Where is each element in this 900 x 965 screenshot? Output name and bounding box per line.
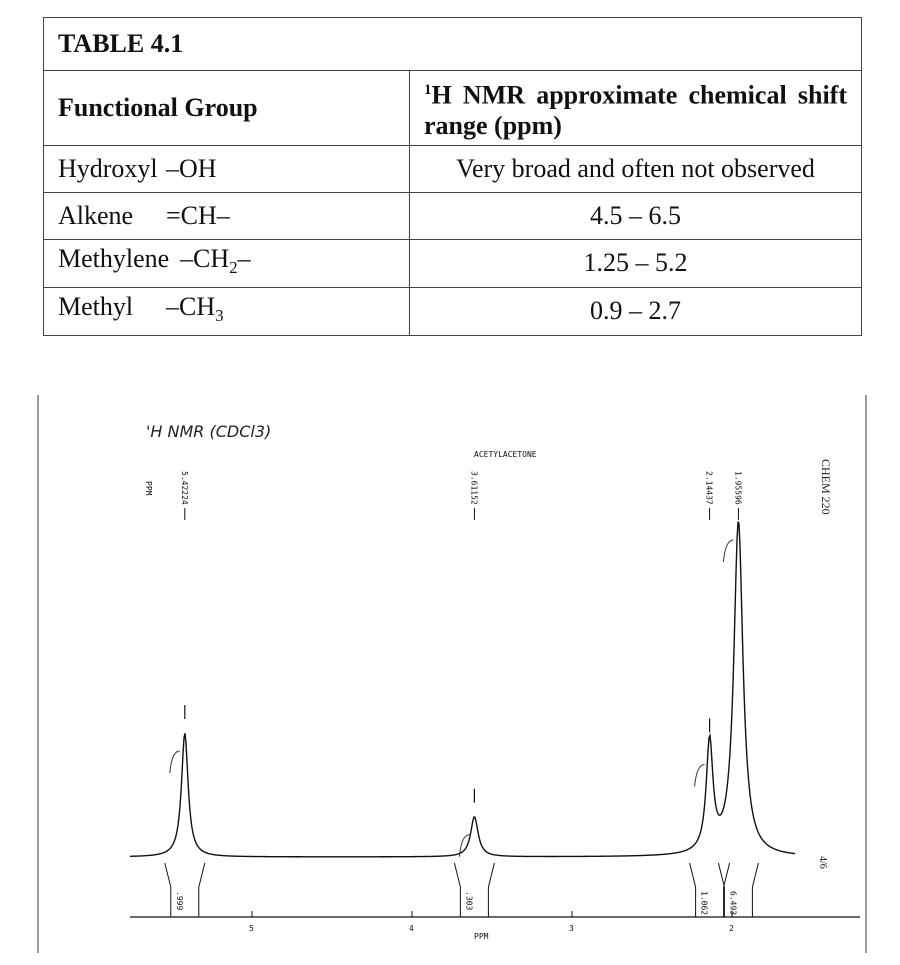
table-row — [44, 287, 862, 335]
header-superscript: 1 — [424, 82, 432, 98]
group-name: Alkene — [58, 200, 134, 230]
nmr-spectrum — [0, 385, 900, 960]
table-row — [44, 192, 862, 239]
peak-shift-label: 2.14437 — [704, 471, 714, 505]
x-axis-ticks — [249, 911, 734, 933]
group-formula: –OH — [166, 153, 217, 183]
integral-bracket — [718, 863, 758, 917]
integral-curves — [170, 540, 734, 857]
header-chemical-shift — [410, 71, 862, 146]
x-tick-label: 3 — [569, 924, 574, 933]
shift-range-cell: 1.25 – 5.2 — [410, 239, 862, 287]
peak-labels — [180, 471, 743, 505]
group-formula: $-CH_2-$ — [180, 243, 251, 277]
spectrum-trace — [130, 522, 795, 857]
x-axis-label: PPM — [474, 932, 489, 941]
integral-value: .999 — [174, 891, 184, 911]
peak-markers — [185, 508, 739, 803]
integral-value: 1.062 — [699, 891, 709, 916]
group-name: Hydroxyl — [58, 153, 158, 183]
chem-course-label: CHEM 220 — [819, 459, 833, 515]
table-row — [44, 145, 862, 192]
x-tick-label: 4 — [409, 924, 414, 933]
header-functional-group: Functional Group — [44, 71, 410, 146]
header-shift-label: H NMR approximate chemical shift range (ppm) — [424, 80, 847, 140]
integral-brackets — [165, 863, 759, 917]
group-cell — [44, 145, 410, 192]
shift-range-cell: Very broad and often not observed — [410, 145, 862, 192]
handwritten-label: 'H NMR (CDCl3) — [146, 422, 272, 441]
ppm-label: PPM — [144, 481, 153, 496]
integral-curve — [723, 540, 733, 562]
shift-range-cell: 0.9 – 2.7 — [410, 287, 862, 335]
peak-shift-label: 1.95596 — [733, 471, 743, 505]
group-formula: =CH– — [166, 200, 230, 230]
group-name: Methylene — [58, 243, 170, 273]
peak-shift-label: 3.61152 — [469, 471, 479, 505]
integral-value: 6.493 — [728, 891, 738, 916]
integral-curve — [170, 751, 180, 773]
functional-group-table — [43, 17, 862, 336]
integral-curve — [695, 764, 705, 786]
table-row — [44, 239, 862, 287]
group-cell — [44, 239, 410, 287]
integral-bracket — [165, 863, 205, 917]
group-cell — [44, 192, 410, 239]
table-title: TABLE 4.1 — [44, 18, 862, 71]
group-cell — [44, 287, 410, 335]
x-tick-label: 5 — [249, 924, 254, 933]
compound-name: ACETYLACETONE — [474, 450, 537, 459]
x-tick-label: 2 — [729, 924, 734, 933]
integral-bracket — [690, 863, 730, 917]
integral-value: .303 — [464, 891, 474, 911]
group-formula: $-CH_3$ — [166, 291, 224, 326]
shift-range-cell: 4.5 – 6.5 — [410, 192, 862, 239]
integral-bracket — [454, 863, 494, 917]
page-mark: 4/6 — [817, 856, 828, 869]
group-name: Methyl — [58, 291, 134, 321]
peak-shift-label: 5.42224 — [179, 471, 189, 505]
